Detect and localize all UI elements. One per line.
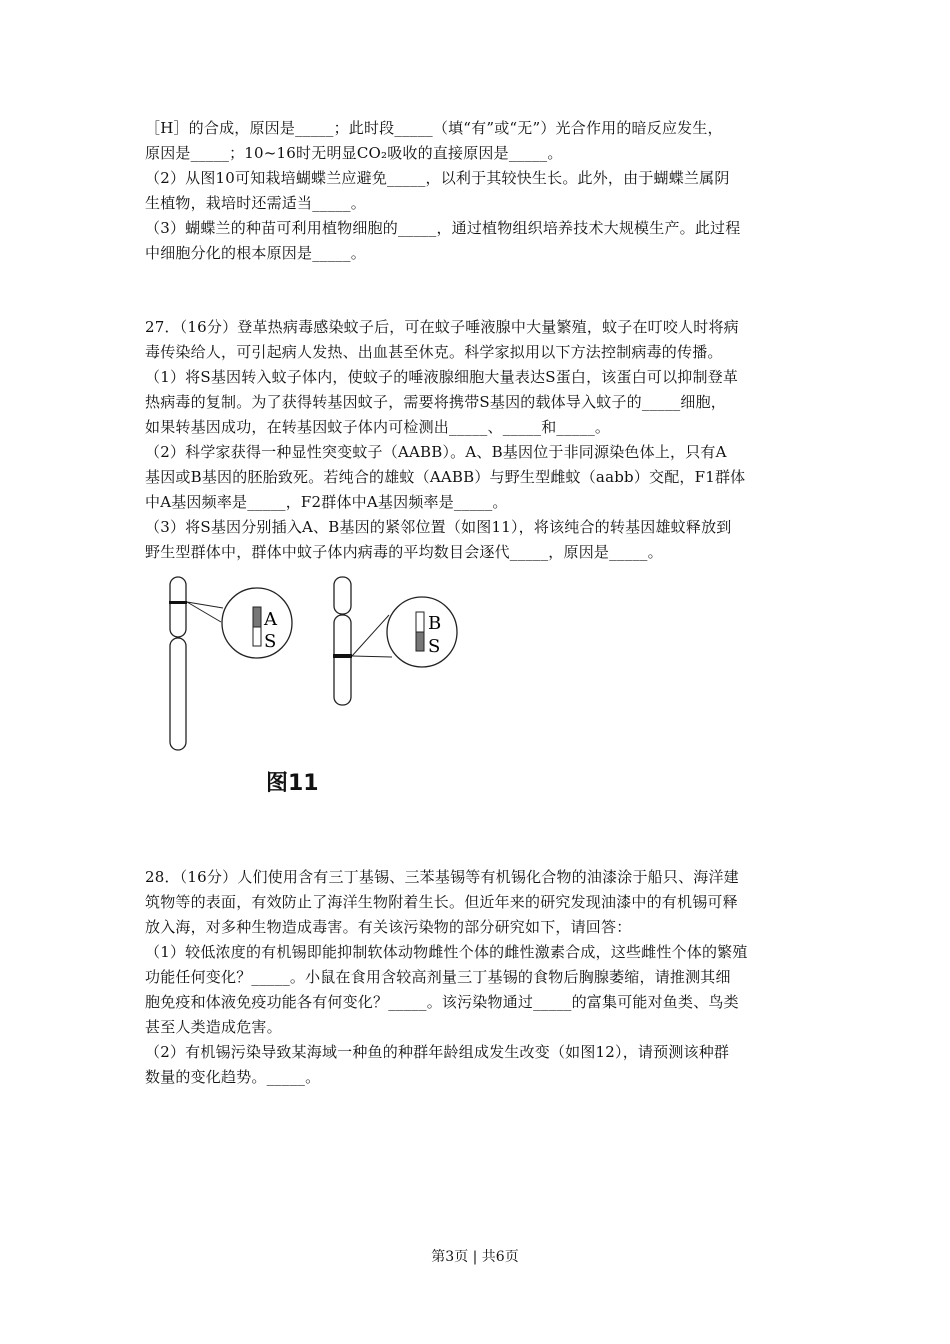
chromosome-b — [334, 577, 351, 705]
text-line: 热病毒的复制。为了获得转基因蚊子，需要将携带S基因的载体导入蚊子的_____细胞， — [145, 393, 726, 411]
text-line: 基因或B基因的胚胎致死。若纯合的雄蚊（AABB）与野生型雌蚊（aabb）交配，F1群体 — [145, 468, 746, 486]
text-line: （2）从图10可知栽培蝴蝶兰应避免_____，以利于其较快生长。此外，由于蝴蝶兰属阴 — [145, 169, 730, 187]
text-line: （2）科学家获得一种显性突变蚊子（AABB）。A、B基因位于非同源染色体上，只有A — [145, 443, 727, 461]
figure-caption: 图11 — [266, 771, 319, 796]
gene-band-a — [169, 601, 187, 604]
text-line: 中A基因频率是_____，F2群体中A基因频率是_____。 — [145, 493, 508, 511]
text-line: 毒传染给人，可引起病人发热、出血甚至休克。科学家拟用以下方法控制病毒的传播。 — [145, 343, 723, 361]
label-b: B — [428, 613, 442, 634]
pointer-line — [352, 615, 389, 656]
text-line: 功能任何变化？_____。小鼠在食用含较高剂量三丁基锡的食物后胸腺萎缩，请推测其细 — [145, 968, 731, 986]
text-line: 放入海，对多种生物造成毒害。有关该污染物的部分研究如下，请回答： — [145, 918, 632, 936]
text-line: 胞免疫和体液免疫功能各有何变化？_____。该污染物通过_____的富集可能对鱼类、鸟类 — [145, 993, 739, 1011]
gene-s-segment — [253, 627, 261, 646]
text-line: 28．（16分）人们使用含有三丁基锡、三苯基锡等有机锡化合物的油漆涂于船只、海洋建 — [145, 868, 739, 886]
text-line: （1）较低浓度的有机锡即能抑制软体动物雌性个体的雌性激素合成，这些雌性个体的繁殖 — [145, 943, 748, 961]
gene-a-segment — [253, 607, 261, 627]
text-line: ［H］的合成，原因是_____；此时段_____（填“有”或“无”）光合作用的暗反应发生， — [145, 119, 723, 137]
page-footer: 第3页 | 共6页 — [431, 1249, 519, 1265]
text-line: （1）将S基因转入蚊子体内，使蚊子的唾液腺细胞大量表达S蛋白，该蛋白可以抑制登革 — [145, 368, 739, 386]
label-a: A — [264, 609, 277, 630]
text-line: 野生型群体中，群体中蚊子体内病毒的平均数目会逐代_____，原因是_____。 — [145, 543, 663, 561]
gene-b-segment — [416, 612, 424, 632]
text-line: （2）有机锡污染导致某海域一种鱼的种群年龄组成发生改变（如图12），请预测该种群 — [145, 1043, 730, 1061]
gene-band-b — [333, 654, 352, 658]
text-line: （3）蝴蝶兰的种苗可利用植物细胞的_____，通过植物组织培养技术大规模生产。此过程 — [145, 219, 741, 237]
text-line: 如果转基因成功，在转基因蚊子体内可检测出_____、_____和_____。 — [145, 418, 611, 436]
text-line: 27．（16分）登革热病毒感染蚊子后，可在蚊子唾液腺中大量繁殖，蚊子在叮咬人时将病 — [145, 318, 739, 336]
label-s: S — [428, 636, 441, 657]
text-line: 中细胞分化的根本原因是_____。 — [145, 244, 366, 262]
text-line: 生植物，栽培时还需适当_____。 — [145, 194, 366, 212]
text-line: 筑物等的表面，有效防止了海洋生物附着生长。但近年来的研究发现油漆中的有机锡可释 — [145, 893, 738, 911]
text-line: 原因是_____；10~16时无明显CO₂吸收的直接原因是_____。 — [145, 144, 563, 162]
text-line: （3）将S基因分别插入A、B基因的紧邻位置（如图11），将该纯合的转基因雄蚊释放到 — [145, 518, 732, 536]
text-line: 数量的变化趋势。_____。 — [145, 1068, 321, 1086]
chromosome-figure — [160, 575, 480, 765]
label-s: S — [264, 631, 277, 652]
text-line: 甚至人类造成危害。 — [145, 1018, 282, 1036]
pointer-line — [352, 656, 392, 657]
gene-s-segment — [416, 632, 424, 651]
